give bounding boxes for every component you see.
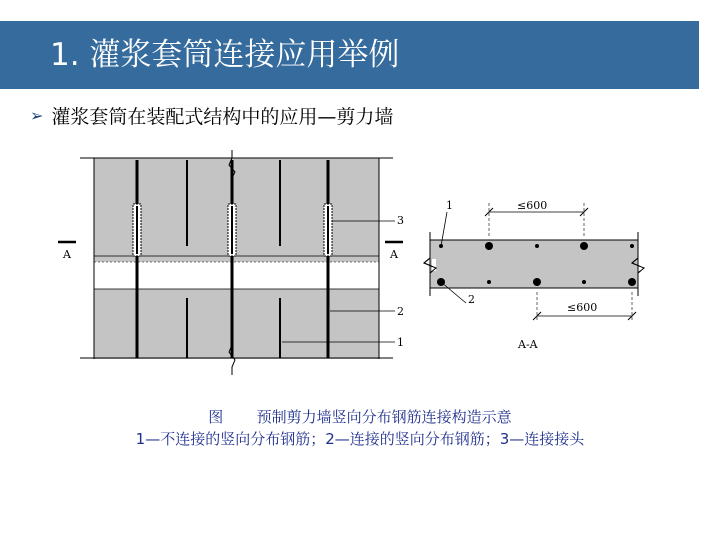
section-callout-1: 1 [446, 199, 453, 212]
section-view [424, 199, 644, 351]
section-letter-right: A [390, 248, 398, 261]
section-letter-left: A [63, 248, 71, 261]
callout-1: 1 [397, 336, 404, 349]
callout-3: 3 [397, 214, 404, 227]
spacing-top-label: ≤600 [517, 199, 548, 212]
section-callout-2: 2 [468, 293, 475, 306]
callout-2: 2 [397, 305, 404, 318]
section-title: A-A [518, 338, 538, 351]
elevation-view [58, 150, 404, 375]
subtitle-text: 灌浆套筒在装配式结构中的应用—剪力墙 [51, 105, 394, 128]
figure-legend: 1—不连接的竖向分布钢筋；2—连接的竖向分布钢筋；3—连接接头 [135, 430, 585, 448]
spacing-bottom-label: ≤600 [567, 301, 598, 314]
page-title: 1. 灌浆套筒连接应用举例 [50, 37, 400, 73]
figure-caption: 图 预制剪力墙竖向分布钢筋连接构造示意 [208, 408, 512, 426]
arrow-bullet-icon: ➢ [30, 105, 44, 125]
